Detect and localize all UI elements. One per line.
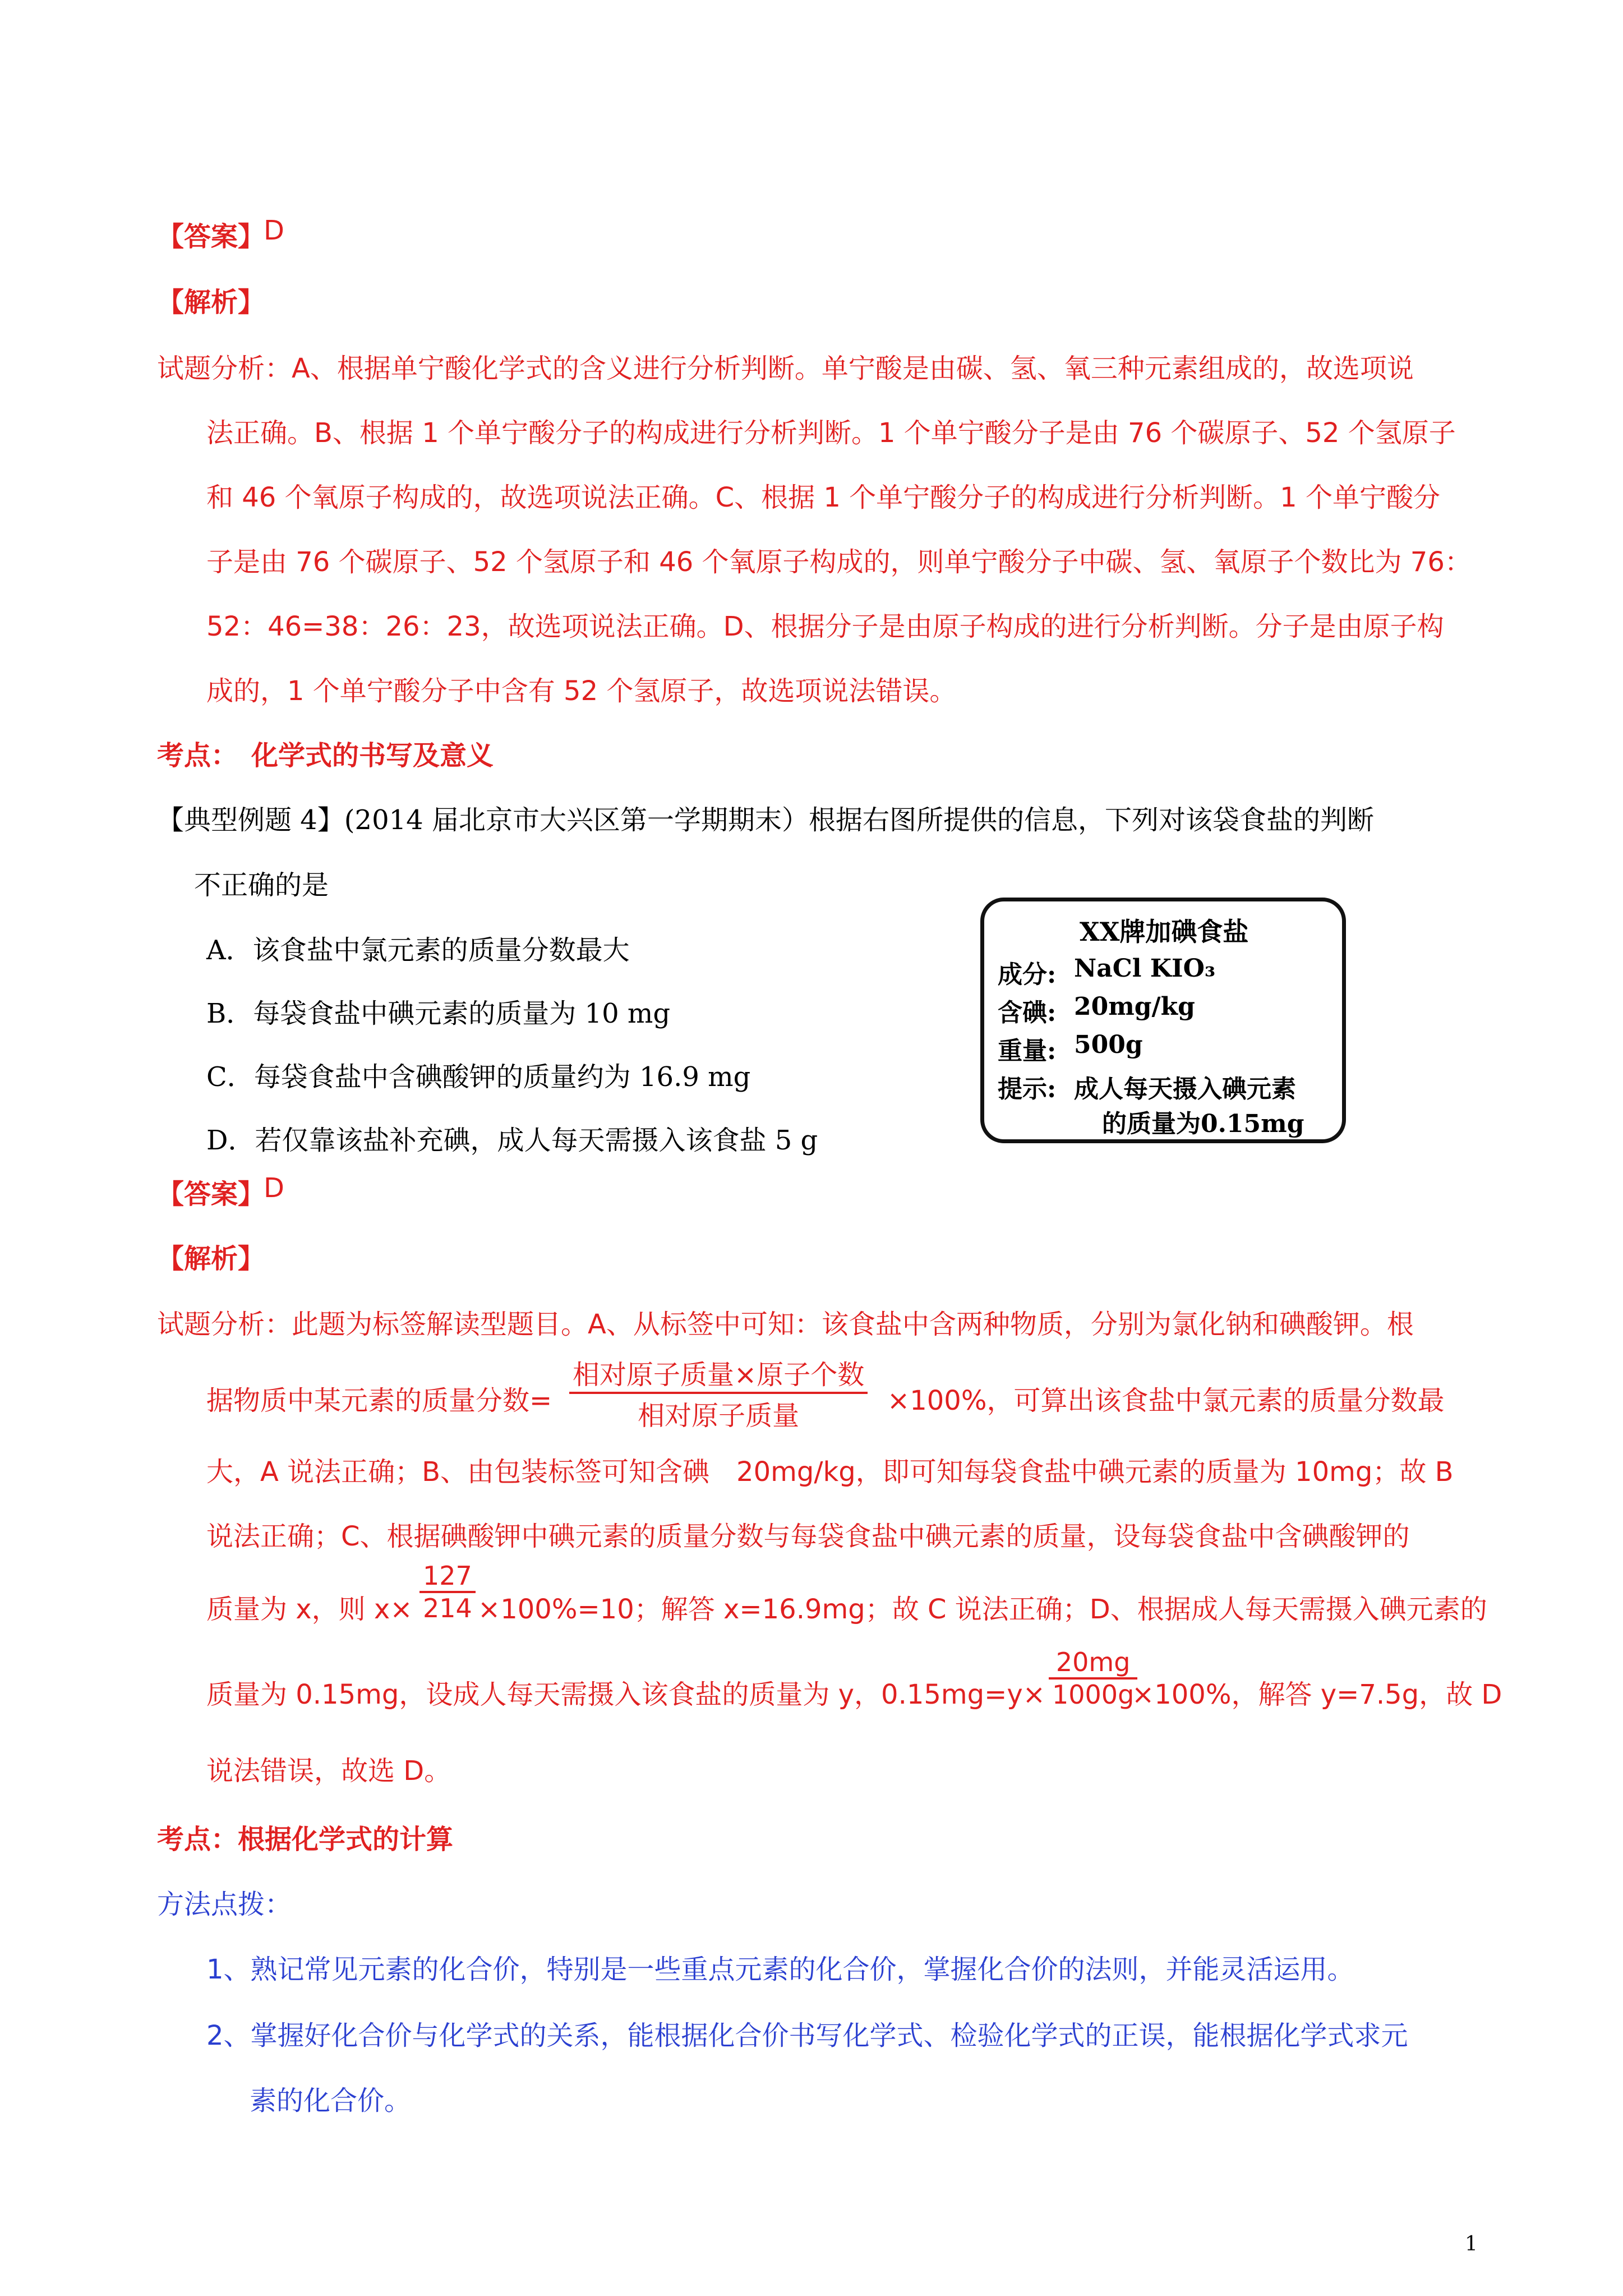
- salt-label-figure: [980, 898, 1346, 1143]
- answer-value-1: D: [264, 215, 284, 246]
- page-number: 1: [1465, 2233, 1478, 2256]
- fraction-mass-fraction: [569, 1353, 868, 1433]
- salt-label-value-2: 20mg/kg: [1074, 992, 1195, 1021]
- salt-label-last-line: 的质量为0.15mg: [1102, 1110, 1304, 1138]
- fraction-denominator: 相对原子质量: [638, 1400, 800, 1432]
- kaodian-1: 考点： 化学式的书写及意义: [157, 740, 494, 771]
- answer-label-1: 【答案】: [157, 221, 265, 252]
- option-b: B．每袋食盐中碘元素的质量为 10 mg: [206, 998, 671, 1029]
- analysis-line-4: 子是由 76 个碳原子、52 个氢原子和 46 个氧原子构成的，则单宁酸分子中碳、氢、氧原子个数比为 76：: [206, 546, 1472, 578]
- example-stem-line-1: 【典型例题 4】(2014 届北京市大兴区第一学期期末）根据右图所提供的信息，下列对该袋食盐的判断: [157, 804, 1374, 836]
- analysis-line-2: 法正确。B、根据 1 个单宁酸分子的构成进行分析判断。1 个单宁酸分子是由 76 个碳原子、52 个氢原子: [206, 417, 1456, 449]
- fraction-20mg-1000g: [1049, 1647, 1137, 1710]
- salt-label-key-4: 提示:: [998, 1075, 1057, 1103]
- answer-label-2: 【答案】: [157, 1179, 265, 1210]
- salt-label-value-1: NaCl KIO₃: [1074, 954, 1216, 983]
- salt-label-key-1: 成分:: [998, 960, 1057, 989]
- analysis2-line-1: 试题分析：此题为标签解读型题目。A、从标签中可知：该食盐中含两种物质，分别为氯化钠和碘酸钾。根: [157, 1309, 1414, 1340]
- salt-label-title: XX牌加碘食盐: [1080, 917, 1249, 947]
- analysis2-line-4: 说法正确；C、根据碘酸钾中碘元素的质量分数与每袋食盐中碘元素的质量，设每袋食盐中含碘酸钾的: [206, 1521, 1410, 1552]
- analysis-line-6: 成的，1 个单宁酸分子中含有 52 个氢原子，故选项说法错误。: [206, 675, 957, 707]
- kaodian-2: 考点：根据化学式的计算: [157, 1824, 454, 1855]
- fraction-numerator: 相对原子质量×原子个数: [569, 1353, 868, 1394]
- analysis2-line-2-pre: 据物质中某元素的质量分数=: [206, 1385, 552, 1416]
- fraction-numerator: 127: [419, 1561, 476, 1593]
- analysis2-line-3: 大，A 说法正确；B、由包装标签可知含碘 20mg/kg，即可知每袋食盐中碘元素的质量为 10mg；故 B: [206, 1456, 1454, 1488]
- analysis-line-3: 和 46 个氧原子构成的，故选项说法正确。C、根据 1 个单宁酸分子的构成进行分析判断。1 个单宁酸分: [206, 482, 1440, 513]
- fraction-numerator: 20mg: [1049, 1647, 1137, 1680]
- option-c: C．每袋食盐中含碘酸钾的质量约为 16.9 mg: [206, 1061, 751, 1093]
- method-item-2-line-2: 素的化合价。: [250, 2085, 412, 2116]
- salt-label-value-3: 500g: [1074, 1030, 1143, 1059]
- method-title: 方法点拨：: [157, 1889, 292, 1920]
- salt-label-key-3: 重量:: [998, 1037, 1057, 1065]
- method-item-2-line-1: 2、掌握好化合价与化学式的关系，能根据化合价书写化学式、检验化学式的正误，能根据化学式求元: [206, 2020, 1408, 2051]
- option-d: D．若仅靠该盐补充碘，成人每天需摄入该食盐 5 g: [206, 1125, 818, 1156]
- salt-label-key-2: 含碘:: [998, 999, 1057, 1027]
- analysis2-line-6-pre: 质量为 0.15mg，设成人每天需摄入该食盐的质量为 y，0.15mg=y×: [206, 1679, 1045, 1710]
- analysis2-line-7: 说法错误，故选 D。: [206, 1755, 451, 1787]
- analysis2-line-6-post: ×100%，解答 y=7.5g，故 D: [1132, 1679, 1502, 1710]
- analysis-label-1: 【解析】: [157, 287, 265, 318]
- analysis2-line-2-post: ×100%，可算出该食盐中氯元素的质量分数最: [887, 1385, 1445, 1416]
- fraction-denominator: 214: [423, 1593, 472, 1623]
- method-item-1: 1、熟记常见元素的化合价，特别是一些重点元素的化合价，掌握化合价的法则，并能灵活运用。: [206, 1954, 1354, 1985]
- analysis2-line-5-pre: 质量为 x，则 x×: [206, 1594, 413, 1625]
- option-a: A．该食盐中氯元素的质量分数最大: [206, 935, 630, 966]
- analysis-line-5: 52：46=38：26：23，故选项说法正确。D、根据分子是由原子构成的进行分析判断。分子是由原子构: [206, 611, 1444, 642]
- example-stem-line-2: 不正确的是: [194, 869, 329, 901]
- fraction-denominator: 1000g: [1052, 1680, 1135, 1710]
- salt-label-value-4: 成人每天摄入碘元素: [1074, 1075, 1296, 1103]
- answer-value-2: D: [264, 1172, 284, 1204]
- analysis2-line-5-post: ×100%=10；解答 x=16.9mg；故 C 说法正确；D、根据成人每天需摄入碘元素的: [478, 1594, 1487, 1625]
- analysis-label-2: 【解析】: [157, 1243, 265, 1274]
- analysis-line-1: 试题分析：A、根据单宁酸化学式的含义进行分析判断。单宁酸是由碳、氢、氧三种元素组成的，故选项说: [157, 353, 1414, 384]
- fraction-127-214: [419, 1561, 476, 1623]
